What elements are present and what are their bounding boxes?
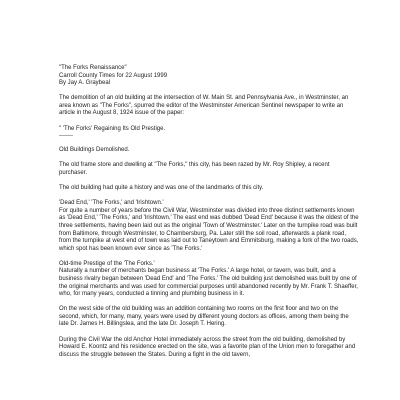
quoted-heading: " 'The Forks' Regaining Its Old Prestige.	[59, 125, 166, 132]
article-title: "The Forks Renaissance"	[59, 65, 127, 71]
section-body-settlements: For quite a number of years before the Civil War, Westminster was divided into three distinct settlements known as 'Dead End,' 'The Forks,' and 'Irishtown.' The east end was dubbed 'Dead End' because it was the oldest of the three settlements, having been laid out as the original 'Town of Westminster.' Later on the turnpike road was built from Baltimore, through Westminster, to Chambersburg, Pa. Later still the soil road, afterwards a plank road, from the turnpike at west end of town was laid out to Taneytown and Emmitsburg, making a fork of the two roads, which spot has been known ever since as 'The Forks.'	[59, 207, 359, 252]
paragraph-civil-war: During the Civil War the old Anchor Hotel immediately across the street from the old building, demolished by Howard E. Koontz and his residence erected on the site, was a favorite plan of the Union men to foregather and discuss the struggle between the States. During a fight in the old tavern,	[59, 336, 356, 358]
section-title-settlements: 'Dead End,' 'The Forks,' and 'Irishtown.'	[59, 200, 164, 207]
heading-rule: -------	[59, 133, 73, 140]
paragraph-doctors-offices: On the west side of the old building was an addition containing two rooms on the first floor and two on the second, which, for many, many, years were used by different young doctors as offices, among them being the late Dr. James H. Billingslea, and the late Dr. Joseph T. Hering.	[59, 306, 349, 328]
article-byline: By Jay A. Graybeal	[59, 80, 111, 87]
intro-paragraph: The demolition of an old building at the intersection of W. Main St. and Pennsylvania Ave., in Westminster, an area known as "The Forks", spurred the editor of the Westminster American Sentinel newspaper to write an article in the August 8, 1924 issue of the paper:	[59, 95, 349, 117]
section-title-prestige: Old-time Prestige of the 'The Forks.'	[59, 260, 155, 267]
paragraph-history: The old building had quite a history and was one of the landmarks of this city.	[59, 185, 264, 192]
article-source: Carroll County Times for 22 August 1999	[59, 72, 168, 79]
document-body	[59, 65, 359, 359]
section-body-prestige: Naturally a number of merchants began business at 'The Forks.' A large hotel, or tavern, was built, and a business rivalry began between 'Dead End' and 'The Forks.' The old building just demolished was built by one of the original merchants and was used for commercial purposes until abandoned recently by Mr. Frank T. Shaeffer, who, for many years, conducted a tinning and plumbing business in it.	[59, 268, 358, 298]
quoted-subheading: Old Buildings Demolished.	[59, 147, 130, 154]
paragraph-store-razed: The old frame store and dwelling at "The Forks," this city, has been razed by Mr. Roy Shipley, a recent purchaser.	[59, 162, 330, 176]
